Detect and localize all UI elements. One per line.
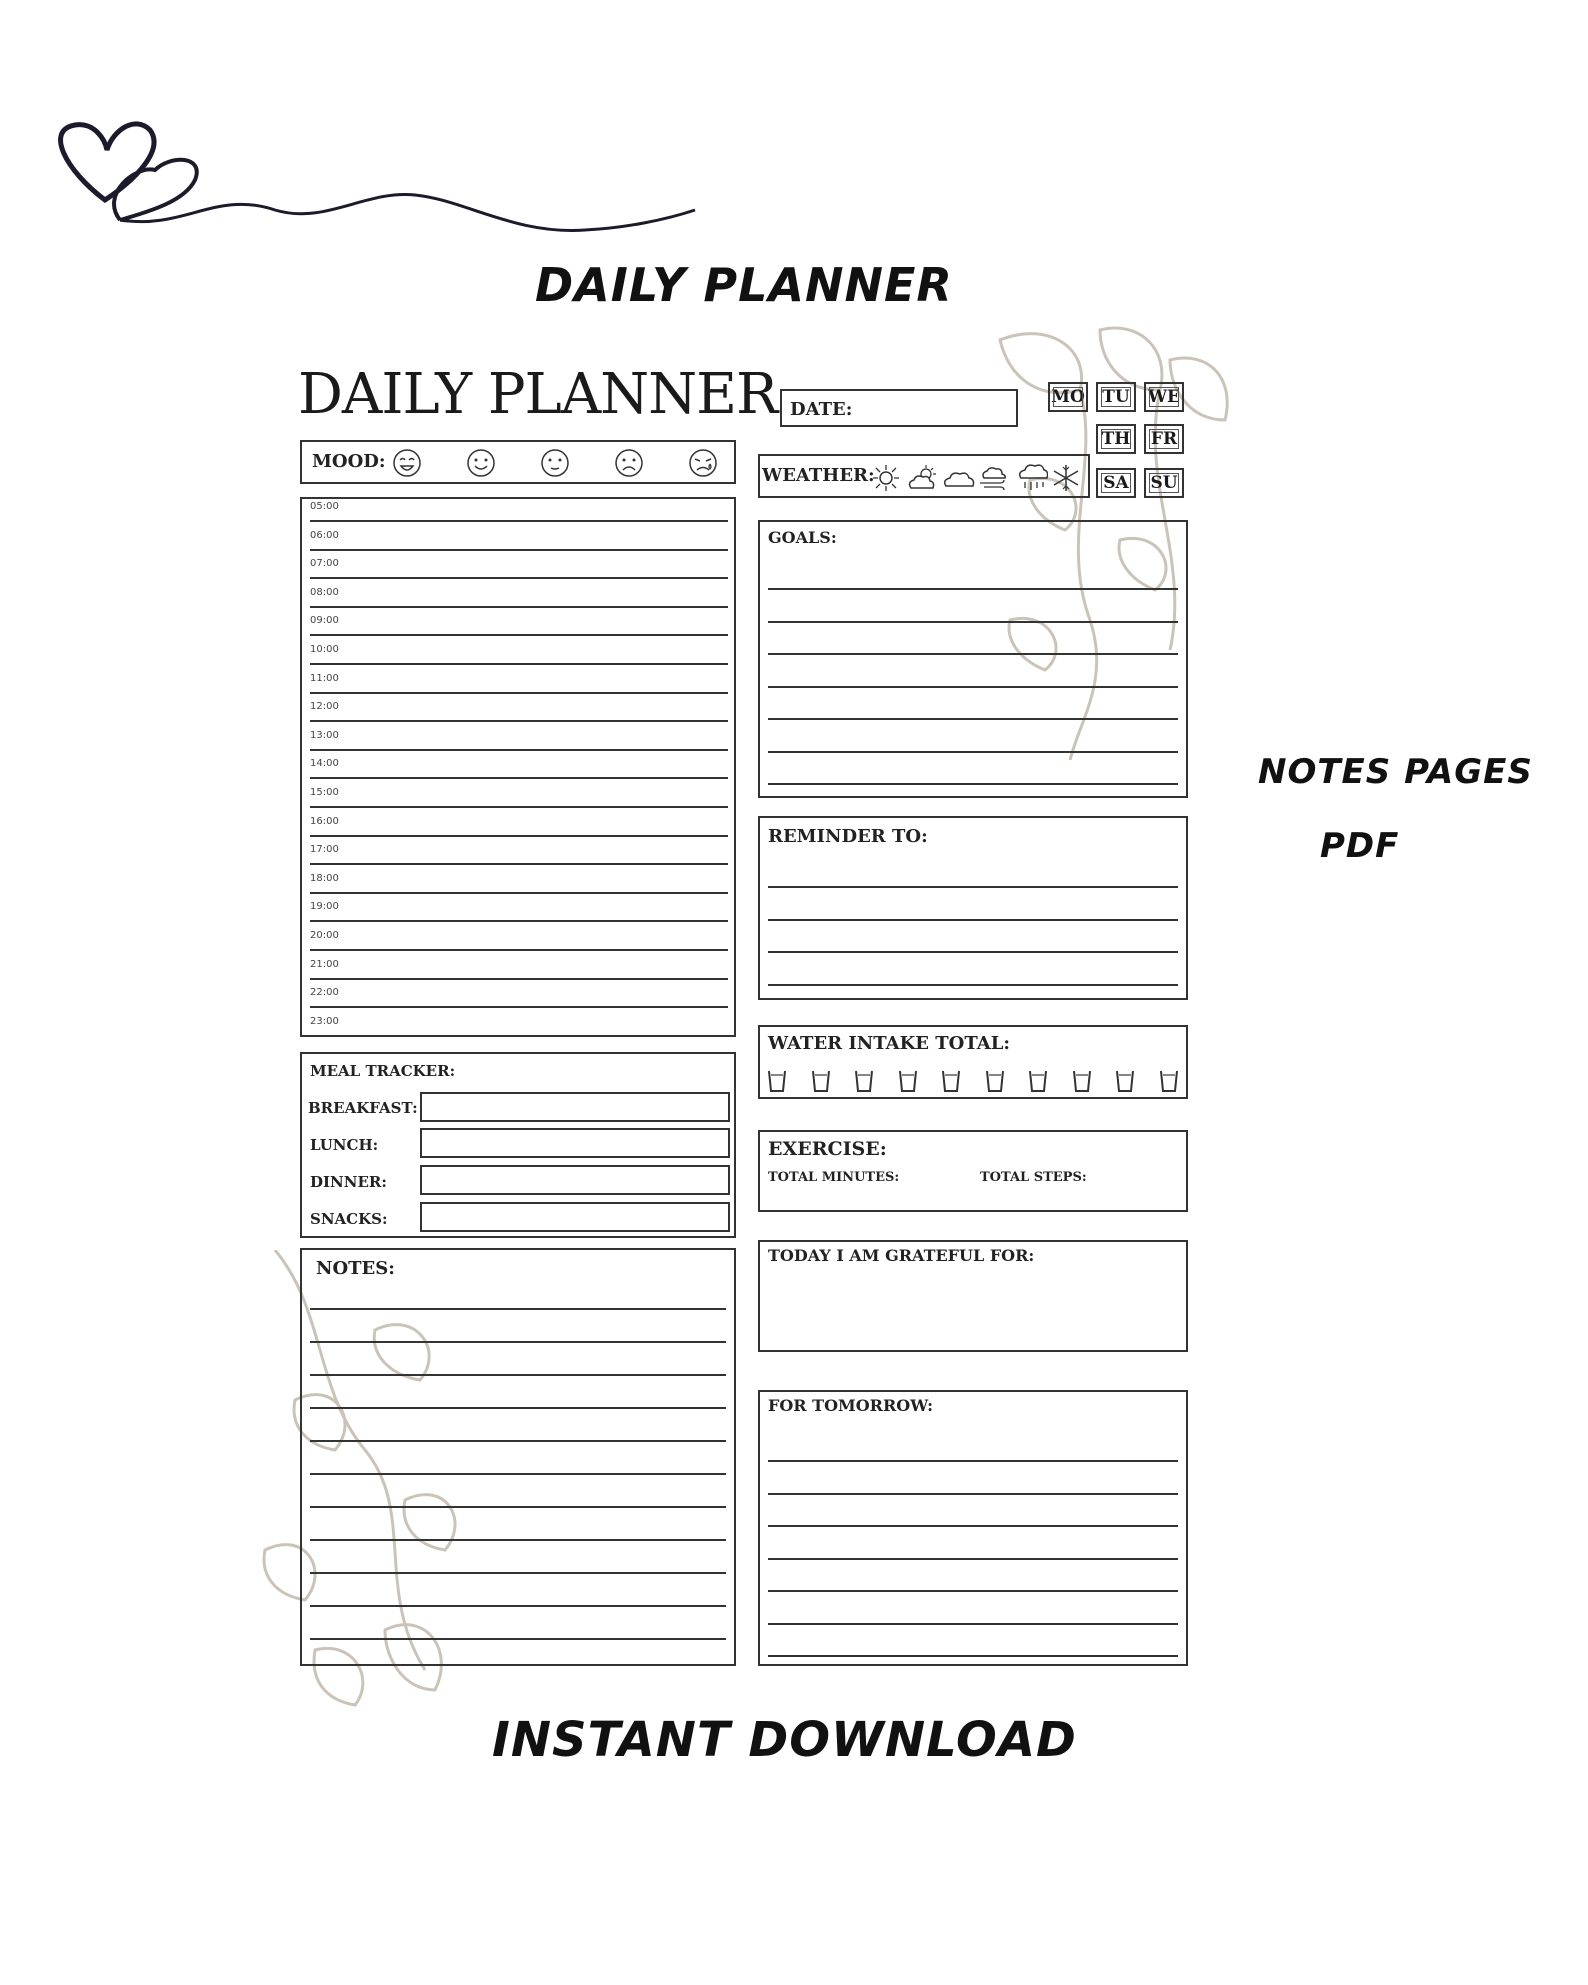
exercise-box xyxy=(758,1130,1188,1212)
time-slot-label: 08:00 xyxy=(310,586,339,598)
time-slot-label: 10:00 xyxy=(310,644,339,655)
for-tomorrow-label: FOR TOMORROW: xyxy=(768,1396,933,1415)
note-line[interactable] xyxy=(310,1440,726,1442)
time-slot-label: 07:00 xyxy=(310,558,339,570)
day-mo[interactable]: MO xyxy=(1048,382,1088,412)
tomorrow-line[interactable] xyxy=(768,1623,1178,1625)
reminder-line[interactable] xyxy=(768,919,1178,921)
note-line[interactable] xyxy=(310,1605,726,1607)
day-th[interactable]: TH xyxy=(1096,424,1136,454)
time-slot-label: 22:00 xyxy=(310,987,339,999)
time-slot-label: 14:00 xyxy=(310,758,339,770)
date-label: DATE: xyxy=(790,399,853,420)
reminder-box xyxy=(758,816,1188,1000)
tomorrow-line[interactable] xyxy=(768,1655,1178,1657)
time-slot-label: 21:00 xyxy=(310,958,339,970)
notes-label: NOTES: xyxy=(316,1258,395,1279)
total-minutes-label: TOTAL MINUTES: xyxy=(768,1170,900,1185)
note-line[interactable] xyxy=(310,1572,726,1574)
goal-line[interactable] xyxy=(768,686,1178,688)
note-line[interactable] xyxy=(310,1341,726,1343)
mood-label: MOOD: xyxy=(312,451,386,472)
lunch-field[interactable] xyxy=(420,1128,730,1158)
note-line[interactable] xyxy=(310,1374,726,1376)
laughing-face-icon[interactable] xyxy=(392,448,422,478)
water-cup-icon[interactable] xyxy=(1160,1069,1178,1093)
smiling-face-icon[interactable] xyxy=(466,448,496,478)
meal-tracker-box xyxy=(300,1052,736,1238)
day-fr[interactable]: FR xyxy=(1144,424,1184,454)
time-slot-line[interactable] xyxy=(310,577,728,579)
time-slot-line[interactable] xyxy=(310,606,728,608)
date-field[interactable] xyxy=(780,389,1018,427)
time-slot-label: 13:00 xyxy=(310,729,339,741)
water-cup-icon[interactable] xyxy=(986,1069,1004,1093)
time-slot-label: 15:00 xyxy=(310,787,339,798)
time-slot-line[interactable] xyxy=(310,835,728,837)
windy-icon[interactable] xyxy=(978,464,1012,492)
instant-download-label: INSTANT DOWNLOAD xyxy=(492,1712,1077,1768)
time-slot-line[interactable] xyxy=(310,978,728,980)
goal-line[interactable] xyxy=(768,718,1178,720)
snacks-label: SNACKS: xyxy=(310,1210,388,1228)
snow-icon[interactable] xyxy=(1052,464,1080,492)
weather-box xyxy=(758,454,1090,498)
for-tomorrow-box xyxy=(758,1390,1188,1666)
note-line[interactable] xyxy=(310,1638,726,1640)
water-cup-icon[interactable] xyxy=(1116,1069,1134,1093)
water-cup-icon[interactable] xyxy=(1029,1069,1047,1093)
tomorrow-line[interactable] xyxy=(768,1460,1178,1462)
goal-line[interactable] xyxy=(768,751,1178,753)
planner-title: DAILY PLANNER xyxy=(298,362,778,427)
time-slot-line[interactable] xyxy=(310,520,728,522)
time-slot-line[interactable] xyxy=(310,1035,728,1037)
time-slot-line[interactable] xyxy=(310,806,728,808)
grateful-label: TODAY I AM GRATEFUL FOR: xyxy=(768,1246,1035,1265)
goal-line[interactable] xyxy=(768,588,1178,590)
water-cup-icon[interactable] xyxy=(812,1069,830,1093)
water-cup-icon[interactable] xyxy=(942,1069,960,1093)
schedule-box xyxy=(300,497,736,1037)
tomorrow-line[interactable] xyxy=(768,1525,1178,1527)
goal-line[interactable] xyxy=(768,621,1178,623)
water-intake-label: WATER INTAKE TOTAL: xyxy=(768,1033,1011,1054)
time-slot-label: 17:00 xyxy=(310,844,339,856)
time-slot-line[interactable] xyxy=(310,663,728,665)
tomorrow-line[interactable] xyxy=(768,1493,1178,1495)
notes-pages-label: NOTES PAGES xyxy=(1258,752,1533,792)
note-line[interactable] xyxy=(310,1407,726,1409)
water-cup-icon[interactable] xyxy=(899,1069,917,1093)
dinner-field[interactable] xyxy=(420,1165,730,1195)
dinner-label: DINNER: xyxy=(310,1173,387,1191)
time-slot-label: 06:00 xyxy=(310,529,339,541)
script-title: DAILY PLANNER xyxy=(535,258,953,312)
sad-face-icon[interactable] xyxy=(614,448,644,478)
breakfast-label: BREAKFAST: xyxy=(308,1099,418,1117)
breakfast-field[interactable] xyxy=(420,1092,730,1122)
time-slot-label: 18:00 xyxy=(310,872,339,884)
snacks-field[interactable] xyxy=(420,1202,730,1232)
cloud-icon[interactable] xyxy=(942,464,976,492)
time-slot-line[interactable] xyxy=(310,634,728,636)
time-slot-label: 20:00 xyxy=(310,930,339,941)
weather-label: WEATHER: xyxy=(762,465,875,486)
time-slot-line[interactable] xyxy=(310,1006,728,1008)
time-slot-line[interactable] xyxy=(310,863,728,865)
sun-icon[interactable] xyxy=(872,464,900,492)
goals-box xyxy=(758,520,1188,798)
water-cup-icon[interactable] xyxy=(1073,1069,1091,1093)
notes-box xyxy=(300,1248,736,1666)
goal-line[interactable] xyxy=(768,783,1178,785)
day-sa[interactable]: SA xyxy=(1096,468,1136,498)
time-slot-label: 19:00 xyxy=(310,901,339,913)
pdf-label: PDF xyxy=(1320,826,1400,866)
partly-cloudy-icon[interactable] xyxy=(906,464,938,492)
crying-face-icon[interactable] xyxy=(688,448,718,478)
time-slot-line[interactable] xyxy=(310,692,728,694)
day-we[interactable]: WE xyxy=(1144,382,1184,412)
time-slot-label: 05:00 xyxy=(310,501,339,512)
lunch-label: LUNCH: xyxy=(310,1136,379,1154)
exercise-label: EXERCISE: xyxy=(768,1138,887,1160)
rain-icon[interactable] xyxy=(1016,462,1048,494)
goals-label: GOALS: xyxy=(768,528,837,547)
day-tu[interactable]: TU xyxy=(1096,382,1136,412)
time-slot-line[interactable] xyxy=(310,777,728,779)
meal-tracker-label: MEAL TRACKER: xyxy=(310,1062,456,1080)
note-line[interactable] xyxy=(310,1308,726,1310)
time-slot-label: 11:00 xyxy=(310,672,339,684)
day-su[interactable]: SU xyxy=(1144,468,1184,498)
grateful-box xyxy=(758,1240,1188,1352)
reminder-label: REMINDER TO: xyxy=(768,826,928,847)
hearts-swirl-decoration xyxy=(45,110,705,240)
goal-line[interactable] xyxy=(768,653,1178,655)
note-line[interactable] xyxy=(310,1539,726,1541)
time-slot-line[interactable] xyxy=(310,549,728,551)
water-intake-box xyxy=(758,1025,1188,1099)
note-line[interactable] xyxy=(310,1473,726,1475)
time-slot-line[interactable] xyxy=(310,720,728,722)
reminder-line[interactable] xyxy=(768,886,1178,888)
time-slot-line[interactable] xyxy=(310,949,728,951)
time-slot-line[interactable] xyxy=(310,892,728,894)
tomorrow-line[interactable] xyxy=(768,1558,1178,1560)
neutral-face-icon[interactable] xyxy=(540,448,570,478)
tomorrow-line[interactable] xyxy=(768,1590,1178,1592)
total-steps-label: TOTAL STEPS: xyxy=(980,1170,1087,1185)
note-line[interactable] xyxy=(310,1506,726,1508)
water-cup-icon[interactable] xyxy=(855,1069,873,1093)
time-slot-line[interactable] xyxy=(310,920,728,922)
reminder-line[interactable] xyxy=(768,951,1178,953)
time-slot-label: 23:00 xyxy=(310,1015,339,1027)
time-slot-line[interactable] xyxy=(310,749,728,751)
time-slot-label: 09:00 xyxy=(310,615,339,627)
reminder-line[interactable] xyxy=(768,984,1178,986)
time-slot-label: 12:00 xyxy=(310,701,339,713)
water-cup-icon[interactable] xyxy=(768,1069,786,1093)
mood-box xyxy=(300,440,736,484)
time-slot-label: 16:00 xyxy=(310,815,339,827)
